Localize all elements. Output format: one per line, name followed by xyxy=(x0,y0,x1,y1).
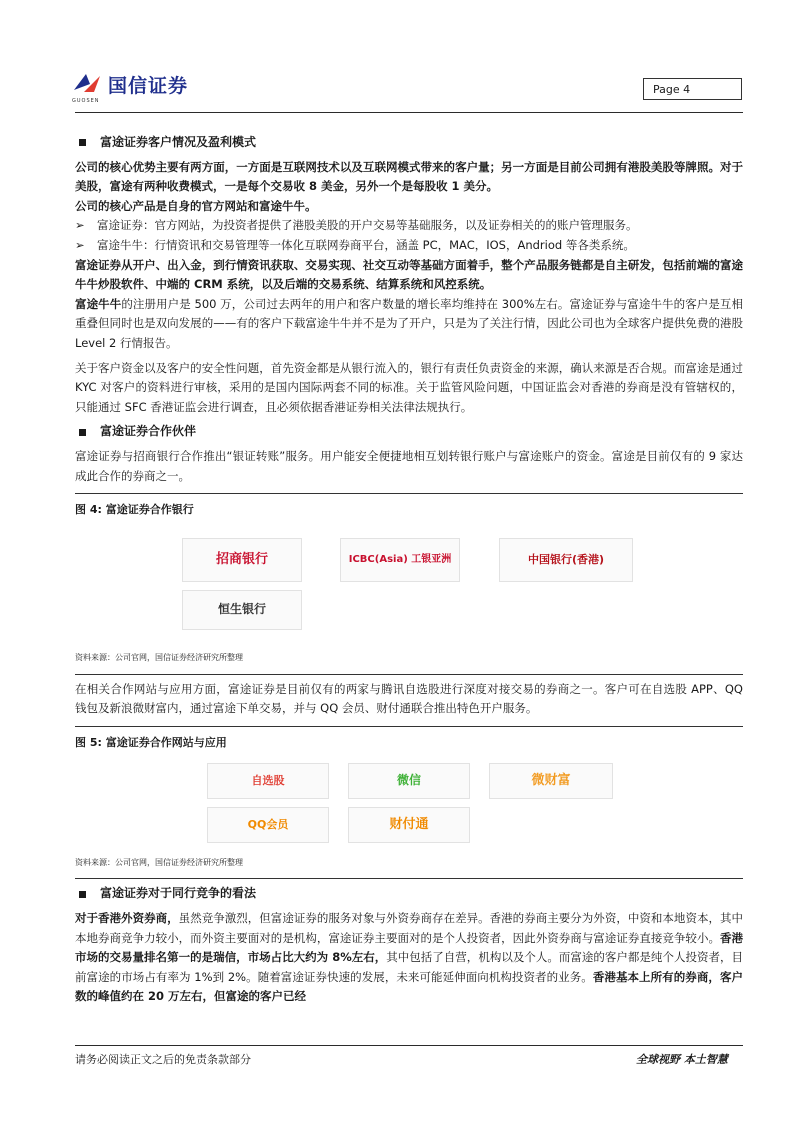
paragraph xyxy=(75,909,743,1007)
figure5-title: 图 5: 富途证券合作网站与应用 xyxy=(75,726,743,753)
tenpay-logo xyxy=(348,807,470,843)
boc-hk-logo xyxy=(499,538,633,582)
zixuangu-logo xyxy=(207,763,329,799)
page-number: Page 4 xyxy=(643,78,742,100)
paragraph-text: 的注册用户是 500 万，公司过去两年的用户和客户数量的增长率均维持在 300%左右。富途证券与富途牛牛的客户是互相重叠但同时也是双向发展的——有的客户下载富途牛牛并不是为了开户，只是为了关注行情，因此公司也为全球客户提供免费的港股 Level 2 行情报告。 xyxy=(75,296,743,350)
logo-label: ICBC(Asia) 工银亚洲 xyxy=(348,554,452,566)
paragraph: 公司的核心优势主要有两方面，一方面是互联网技术以及互联网模式带来的客户量；另一方面是目前公司拥有港股美股等牌照。对于美股，富途有两种收费模式，一是每个交易收 8 美金，另外一个是每股收 1 美分。 xyxy=(75,159,743,194)
section-heading xyxy=(75,133,743,153)
paragraph: 在相关合作网站与应用方面，富途证券是目前仅有的两家与腾讯自选股进行深度对接交易的券商之一。客户可在自选股 APP、QQ 钱包及新浪微财富内，通过富途下单交易，并与 QQ 会员、财付通联合推出特色开户服务。 xyxy=(75,681,743,716)
section1-title: 富途证券客户情况及盈利模式 xyxy=(100,135,257,149)
guosen-logo-icon xyxy=(72,70,104,98)
logo-label: 微信 xyxy=(396,773,421,788)
guosen-logo xyxy=(72,70,188,98)
section3-title: 富途证券对于同行竞争的看法 xyxy=(100,886,257,901)
bold-phrase: 香港市场的交易量排名第一的是瑞信，市场占比大约为 8%左右， xyxy=(75,930,744,965)
logo-subtext: GUOSEN xyxy=(72,98,100,104)
paragraph: 公司的核心产品是自身的官方网站和富途牛牛。 xyxy=(75,198,317,213)
paragraph: 富途证券从开户、出入金，到行情资讯获取、交易实现、社交互动等基础方面着手，整个产品服务链都是自主研发，包括前端的富途牛牛炒股软件、中端的 CRM 系统，以及后端的交易系统、结算系统和风控系统。 xyxy=(75,257,743,292)
section-heading xyxy=(75,422,743,442)
section2-title: 富途证券合作伙伴 xyxy=(100,424,197,439)
paragraph: 富途证券与招商银行合作推出“银证转账”服务。用户能安全便捷地相互划转银行账户与富途账户的资金。富途是目前仅有的 9 家达成此合作的券商之一。 xyxy=(75,448,743,483)
logo-label: 招商银行 xyxy=(215,552,268,568)
square-bullet-icon xyxy=(79,139,86,146)
logo-label: 自选股 xyxy=(251,774,285,788)
bold-phrase: 富途牛牛 xyxy=(75,296,122,311)
logo-label: 财付通 xyxy=(389,817,429,833)
paragraph-text: 其中包括了自营，机构以及个人。而富途的客户都是纯个人投资者，目前富途的市场占有率为 1%到 2%。随着富途证券快速的发展，未来可能延伸面向机构投资者的业务。 xyxy=(75,950,743,984)
cmb-logo xyxy=(182,538,302,582)
logo-text: 国信证券 xyxy=(108,74,189,97)
arrow-bullet-icon: ➢ xyxy=(75,237,85,252)
footer-disclaimer: 请务必阅读正文之后的免责条款部分 xyxy=(75,1053,251,1066)
footer-divider xyxy=(75,1045,743,1046)
weicaifu-logo xyxy=(489,763,613,799)
list-item xyxy=(75,236,743,256)
paragraph xyxy=(75,295,743,354)
icbc-asia-logo xyxy=(340,538,460,582)
list-item-text: 富途证券：官方网站，为投资者提供了港股美股的开户交易等基础服务，以及证券相关的的账户管理服务。 xyxy=(97,218,638,233)
figure5-source: 资料来源：公司官网，国信证券经济研究所整理 xyxy=(75,853,743,880)
square-bullet-icon xyxy=(79,429,86,436)
figure4-source: 资料来源：公司官网，国信证券经济研究所整理 xyxy=(75,648,743,675)
logo-label: QQ会员 xyxy=(247,818,289,832)
paragraph-text: 虽然竞争激烈，但富途证券的服务对象与外资券商存在差异。香港的券商主要分为外资，中资和本地资本，其中本地券商竞争力较小，而外资主要面对的是机构，富途证券主要面对的是个人投资者，因此外资券商与富途证券直接竞争较小。 xyxy=(75,911,744,945)
figure4-title: 图 4: 富途证券合作银行 xyxy=(75,493,743,520)
arrow-bullet-icon: ➢ xyxy=(75,218,85,233)
figure5-logos xyxy=(75,753,743,853)
logo-label: 恒生银行 xyxy=(217,602,266,617)
paragraph: 关于客户资金以及客户的安全性问题，首先资金都是从银行流入的，银行有责任负责资金的来源，确认来源是否合规。而富途是通过 KYC 对客户的资料进行审核，采用的是国内国际两套不同的标准。关于监管风险问题，中国证监会对香港的券商是没有管辖权的，只能通过 SFC 香港证监会进行调查，且必须依据香港证券相关法律法规执行。 xyxy=(75,360,743,414)
bold-phrase: 香港基本上所有的券商，客户数的峰值约在 20 万左右，但富途的客户已经 xyxy=(75,969,744,1004)
logo-label: 中国银行(香港) xyxy=(527,553,605,567)
hang-seng-logo xyxy=(182,590,302,630)
main-content xyxy=(75,133,743,1007)
footer-slogan: 全球视野 本土智慧 xyxy=(636,1053,728,1066)
wechat-logo xyxy=(348,763,470,799)
section-heading xyxy=(75,884,743,904)
header-divider xyxy=(75,112,743,113)
square-bullet-icon xyxy=(79,891,86,898)
qq-vip-logo xyxy=(207,807,329,843)
logo-label: 微财富 xyxy=(531,773,571,789)
list-item xyxy=(75,216,743,236)
list-item-text: 富途牛牛：行情资讯和交易管理等一体化互联网券商平台，涵盖 PC，MAC，IOS，Andriod 等各类系统。 xyxy=(97,237,635,252)
bold-phrase: 对于香港外资券商， xyxy=(75,911,179,926)
figure4-logos xyxy=(75,520,743,648)
